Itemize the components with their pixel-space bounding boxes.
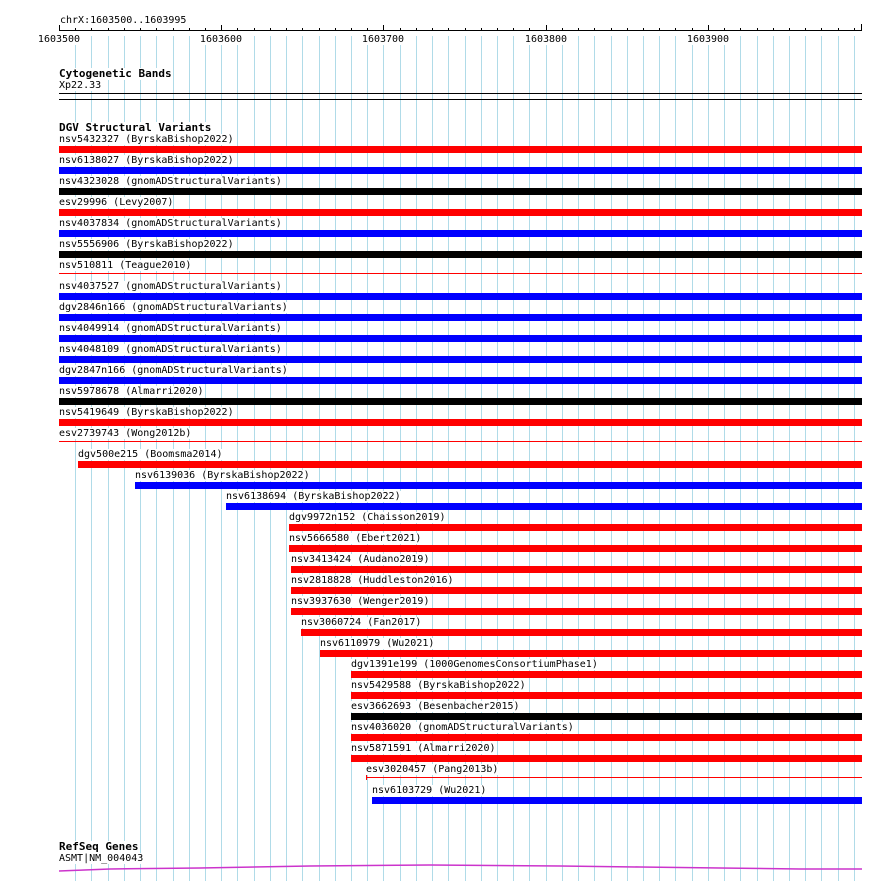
variant-label[interactable]: nsv5666580 (Ebert2021) <box>289 533 422 544</box>
ruler-minor-tick <box>692 28 693 31</box>
ruler-minor-tick <box>448 28 449 31</box>
ruler-minor-tick <box>627 28 628 31</box>
ruler-minor-tick <box>367 28 368 31</box>
cytoband-band-lower-edge <box>59 99 862 100</box>
variant-label[interactable]: nsv4037527 (gnomADStructuralVariants) <box>59 281 282 292</box>
variant-bar[interactable] <box>59 335 862 342</box>
variant-bar[interactable] <box>301 629 862 636</box>
variant-bar[interactable] <box>59 377 862 384</box>
ruler-minor-tick <box>562 28 563 31</box>
ruler-tick-label: 1603500 <box>37 34 81 45</box>
cytoband-band-upper-edge[interactable] <box>59 93 862 94</box>
variant-label[interactable]: nsv3413424 (Audano2019) <box>291 554 430 565</box>
ruler-minor-tick <box>75 28 76 31</box>
variant-label[interactable]: nsv2818828 (Huddleston2016) <box>291 575 454 586</box>
ruler-minor-tick <box>724 28 725 31</box>
ruler-minor-tick <box>675 28 676 31</box>
ruler-minor-tick <box>400 28 401 31</box>
variant-label[interactable]: nsv4049914 (gnomADStructuralVariants) <box>59 323 282 334</box>
variant-bar[interactable] <box>59 356 862 363</box>
variant-bar[interactable] <box>59 188 862 195</box>
variant-label[interactable]: nsv5432327 (ByrskaBishop2022) <box>59 134 234 145</box>
variant-label[interactable]: dgv2847n166 (gnomADStructuralVariants) <box>59 365 288 376</box>
variant-bar[interactable] <box>291 608 862 615</box>
variant-label[interactable]: nsv510811 (Teague2010) <box>59 260 192 271</box>
ruler-minor-tick <box>335 28 336 31</box>
ruler-minor-tick <box>286 28 287 31</box>
ruler-minor-tick <box>821 28 822 31</box>
ruler-minor-tick <box>124 28 125 31</box>
variant-label[interactable]: nsv5871591 (Almarri2020) <box>351 743 496 754</box>
ruler-minor-tick <box>789 28 790 31</box>
ruler-minor-tick <box>205 28 206 31</box>
variant-label[interactable]: nsv5419649 (ByrskaBishop2022) <box>59 407 234 418</box>
variant-bar[interactable] <box>59 273 862 274</box>
ruler-minor-tick <box>481 28 482 31</box>
variant-label[interactable]: nsv5556906 (ByrskaBishop2022) <box>59 239 234 250</box>
variant-label[interactable]: nsv3060724 (Fan2017) <box>301 617 422 628</box>
ruler-tick-label: 1603900 <box>686 34 730 45</box>
ruler-minor-tick <box>254 28 255 31</box>
ruler-minor-tick <box>416 28 417 31</box>
ruler-minor-tick <box>773 28 774 31</box>
ruler-minor-tick <box>578 28 579 31</box>
variant-bar[interactable] <box>59 146 862 153</box>
variant-label[interactable]: nsv6139036 (ByrskaBishop2022) <box>135 470 310 481</box>
ruler-minor-tick <box>513 28 514 31</box>
dgv-track-title[interactable]: DGV Structural Variants <box>59 121 212 134</box>
refseq-gene-label[interactable]: ASMT|NM_004043 <box>59 853 144 864</box>
variant-label[interactable]: dgv2846n166 (gnomADStructuralVariants) <box>59 302 288 313</box>
variant-label[interactable]: dgv9972n152 (Chaisson2019) <box>289 512 446 523</box>
variant-bar[interactable] <box>59 419 862 426</box>
ruler-minor-tick <box>237 28 238 31</box>
variant-bar[interactable] <box>351 734 862 741</box>
ruler-tick-label: 1603600 <box>199 34 243 45</box>
variant-label[interactable]: nsv6138027 (ByrskaBishop2022) <box>59 155 234 166</box>
variant-bar[interactable] <box>351 692 862 699</box>
ruler-minor-tick <box>302 28 303 31</box>
variant-bar[interactable] <box>226 503 862 510</box>
ruler-axis <box>59 30 862 31</box>
variant-bar[interactable] <box>351 671 862 678</box>
ruler-minor-tick <box>270 28 271 31</box>
variant-label[interactable]: esv3020457 (Pang2013b) <box>366 764 499 775</box>
variant-label[interactable]: dgv1391e199 (1000GenomesConsortiumPhase1) <box>351 659 598 670</box>
ruler-minor-tick <box>757 28 758 31</box>
variant-bar[interactable] <box>351 713 862 720</box>
variant-label[interactable]: esv3662693 (Besenbacher2015) <box>351 701 520 712</box>
ruler-minor-tick <box>643 28 644 31</box>
ruler-minor-tick <box>140 28 141 31</box>
variant-label[interactable]: nsv3937630 (Wenger2019) <box>291 596 430 607</box>
ruler-minor-tick <box>611 28 612 31</box>
ruler-minor-tick <box>351 28 352 31</box>
ruler-minor-tick <box>529 28 530 31</box>
variant-label[interactable]: esv2739743 (Wong2012b) <box>59 428 192 439</box>
variant-label[interactable]: nsv6138694 (ByrskaBishop2022) <box>226 491 401 502</box>
ruler-minor-tick <box>497 28 498 31</box>
ruler-end-tick <box>861 24 862 31</box>
ruler-major-tick <box>221 25 222 31</box>
variant-bar[interactable] <box>59 293 862 300</box>
ruler-major-tick <box>59 25 60 31</box>
variant-label[interactable]: nsv5429588 (ByrskaBishop2022) <box>351 680 526 691</box>
variant-bar[interactable] <box>59 314 862 321</box>
variant-bar[interactable] <box>351 755 862 762</box>
variant-label[interactable]: nsv4036020 (gnomADStructuralVariants) <box>351 722 574 733</box>
variant-bar[interactable] <box>59 441 862 442</box>
ruler-minor-tick <box>189 28 190 31</box>
ruler-minor-tick <box>854 28 855 31</box>
ruler-minor-tick <box>156 28 157 31</box>
variant-label[interactable]: esv29996 (Levy2007) <box>59 197 174 208</box>
ruler-minor-tick <box>91 28 92 31</box>
variant-bar[interactable] <box>59 230 862 237</box>
ruler-minor-tick <box>805 28 806 31</box>
refseq-track-title[interactable]: RefSeq Genes <box>59 840 139 853</box>
cytoband-track-title[interactable]: Cytogenetic Bands <box>59 67 172 80</box>
ruler-minor-tick <box>659 28 660 31</box>
variant-bar[interactable] <box>320 650 862 657</box>
ruler-major-tick <box>546 25 547 31</box>
ruler-minor-tick <box>594 28 595 31</box>
variant-bar[interactable] <box>59 167 862 174</box>
ruler-minor-tick <box>465 28 466 31</box>
ruler-minor-tick <box>108 28 109 31</box>
variant-bar[interactable] <box>59 251 862 258</box>
ruler-minor-tick <box>319 28 320 31</box>
variant-bar[interactable] <box>78 461 862 468</box>
ruler-minor-tick <box>838 28 839 31</box>
variant-bar[interactable] <box>59 209 862 216</box>
variant-bar[interactable] <box>59 398 862 405</box>
variant-label[interactable]: nsv4048109 (gnomADStructuralVariants) <box>59 344 282 355</box>
ruler-tick-label: 1603700 <box>361 34 405 45</box>
cytoband-label: Xp22.33 <box>59 80 102 91</box>
variant-bar[interactable] <box>366 777 862 778</box>
variant-label[interactable]: nsv4037834 (gnomADStructuralVariants) <box>59 218 282 229</box>
variant-bar[interactable] <box>289 524 862 531</box>
variant-bar[interactable] <box>289 545 862 552</box>
variant-bar[interactable] <box>291 566 862 573</box>
ruler-minor-tick <box>173 28 174 31</box>
ruler-minor-tick <box>432 28 433 31</box>
variant-label[interactable]: nsv6110979 (Wu2021) <box>320 638 435 649</box>
variant-label[interactable]: nsv4323028 (gnomADStructuralVariants) <box>59 176 282 187</box>
ruler-region-label: chrX:1603500..1603995 <box>60 15 187 26</box>
ruler-major-tick <box>708 25 709 31</box>
variant-label[interactable]: nsv6103729 (Wu2021) <box>372 785 487 796</box>
variant-label[interactable]: dgv500e215 (Boomsma2014) <box>78 449 223 460</box>
variant-bar[interactable] <box>135 482 862 489</box>
variant-bar[interactable] <box>372 797 862 804</box>
ruler-major-tick <box>383 25 384 31</box>
variant-label[interactable]: nsv5978678 (Almarri2020) <box>59 386 204 397</box>
ruler-tick-label: 1603800 <box>524 34 568 45</box>
ruler-minor-tick <box>740 28 741 31</box>
variant-bar[interactable] <box>291 587 862 594</box>
